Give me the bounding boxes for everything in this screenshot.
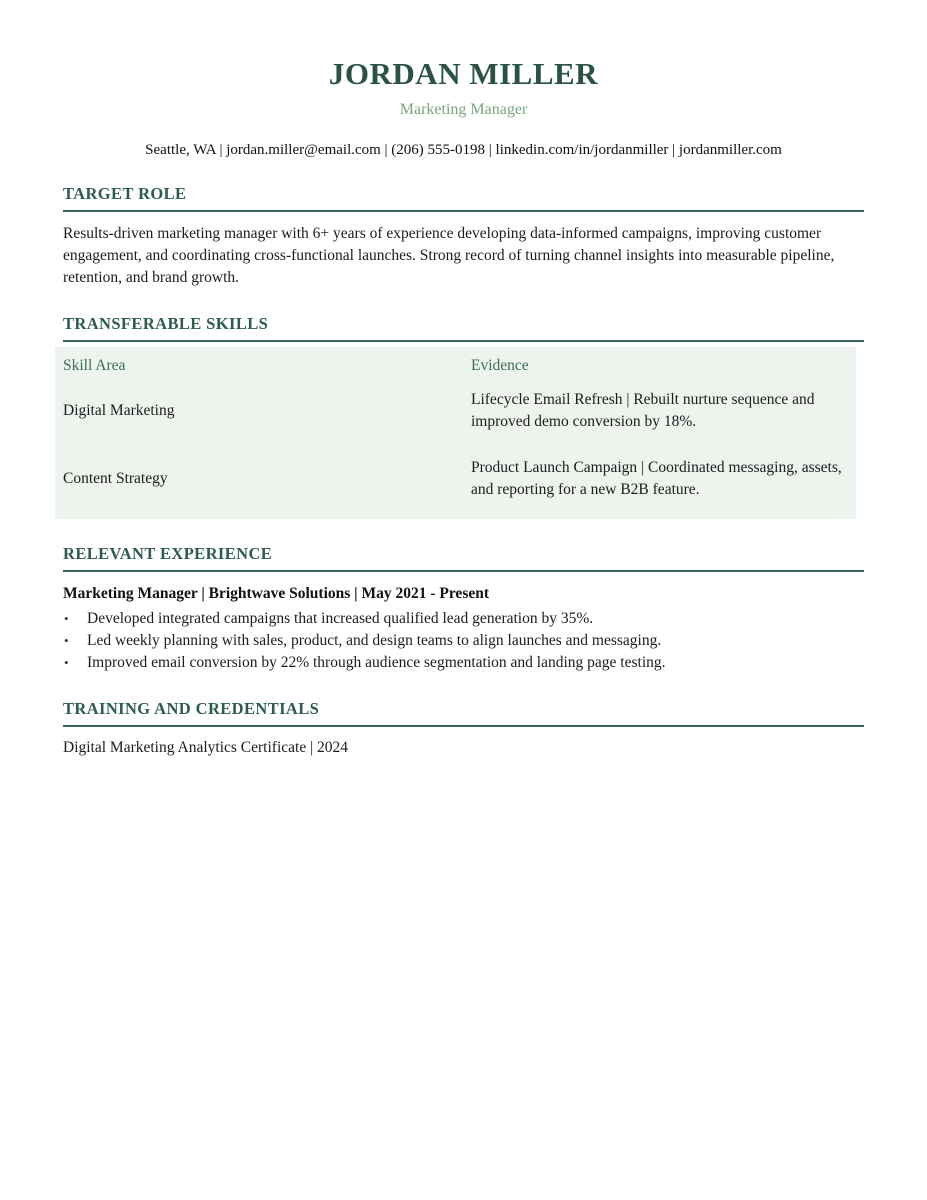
table-row [55,377,856,445]
training-credentials-heading: TRAINING AND CREDENTIALS [63,699,864,727]
experience-bullet [63,652,864,674]
summary-paragraph: Results-driven marketing manager with 6+ years of experience developing data-informed campaigns, improving customer engagement, and coordinating cross-functional launches. Strong record of turning channel insights into measurable pipeline, retention, and brand growth. [63,225,835,286]
transferable-skills-heading: TRANSFERABLE SKILLS [63,314,864,342]
relevant-experience-heading: RELEVANT EXPERIENCE [63,544,864,572]
evidence-cell: Lifecycle Email Refresh | Rebuilt nurture sequence and improved demo conversion by 18%. [471,391,815,430]
skill-cell: Content Strategy [63,470,168,487]
bullet-text: Led weekly planning with sales, product, and design teams to align launches and messaging. [87,632,662,649]
experience-bullet [63,608,864,630]
credential-line: Digital Marketing Analytics Certificate | 2024 [63,739,349,756]
section-target-role [63,184,864,289]
bullet-text: Improved email conversion by 22% through audience segmentation and landing page testing. [87,654,666,671]
bullet-icon: • [64,633,69,648]
skills-table [55,347,856,519]
section-transferable-skills [63,314,864,519]
job-title-line: Marketing Manager | Brightwave Solutions | May 2021 - Present [63,585,490,602]
contact-line: Seattle, WA | jordan.miller@email.com | (206) 555-0198 | linkedin.com/in/jordanmiller | jordanmiller.com [145,142,782,158]
evidence-cell: Product Launch Campaign | Coordinated messaging, assets, and reporting for a new B2B feature. [471,459,842,498]
candidate-name: JORDAN MILLER [328,56,599,91]
bullet-icon: • [64,655,69,670]
section-relevant-experience [63,544,864,674]
bullet-text: Developed integrated campaigns that increased qualified lead generation by 35%. [87,610,594,627]
section-training-credentials [63,699,864,757]
experience-bullet-list [63,608,864,674]
skills-table-header-row [55,347,856,377]
experience-bullet [63,630,864,652]
table-row [55,445,856,519]
skill-cell: Digital Marketing [63,402,175,419]
skills-column-header-evidence: Evidence [471,357,529,374]
target-role-heading: TARGET ROLE [63,184,864,212]
skills-column-header-skill-area: Skill Area [63,357,126,374]
bullet-icon: • [64,611,69,626]
candidate-title: Marketing Manager [399,101,528,118]
